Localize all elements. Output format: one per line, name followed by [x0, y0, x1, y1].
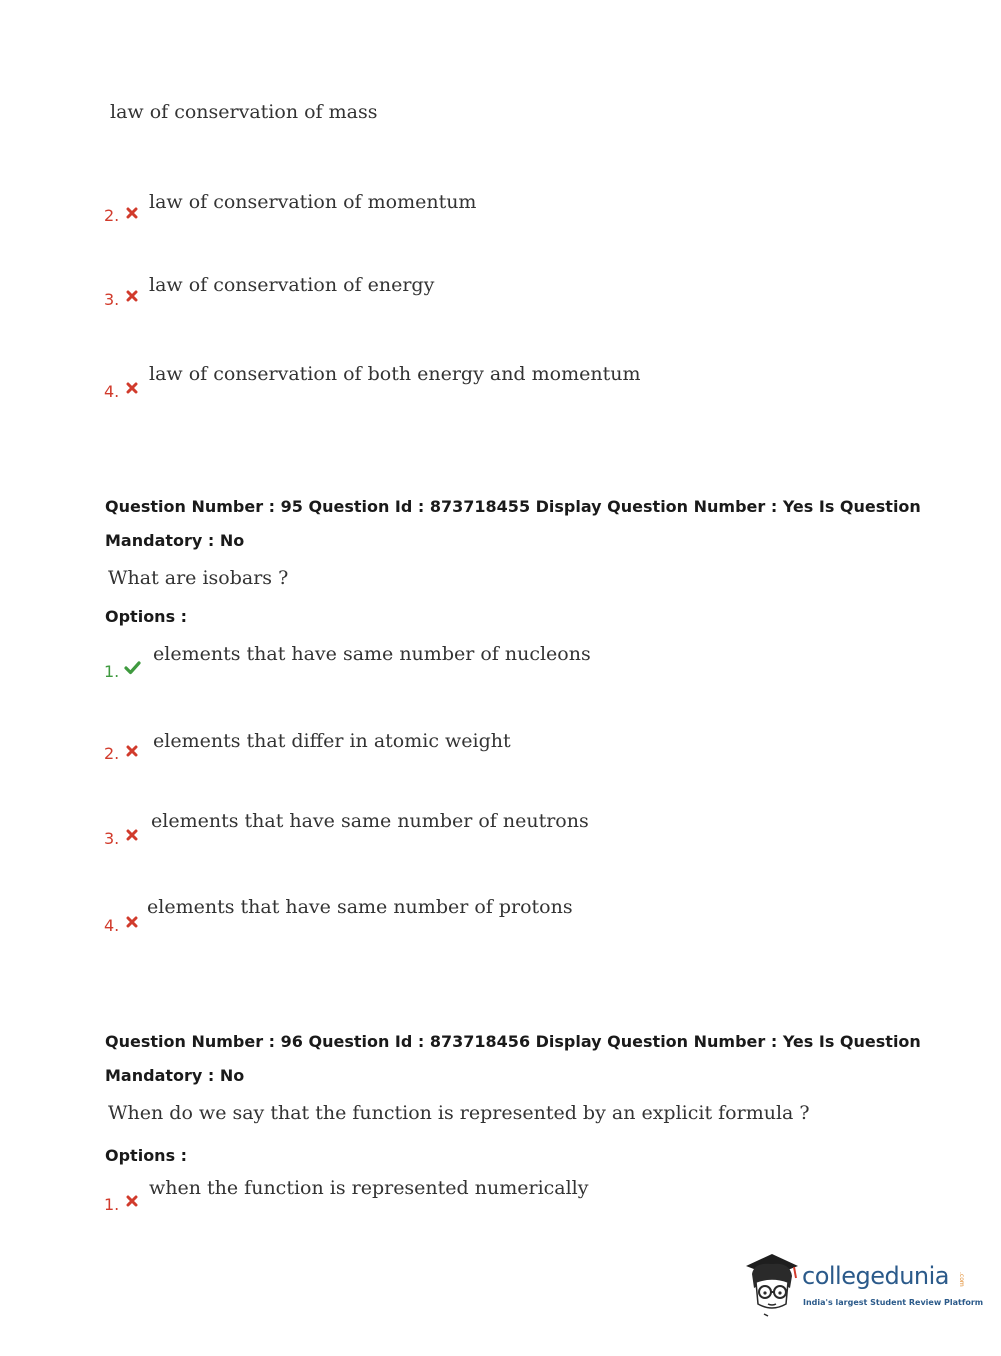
cross-icon [126, 1195, 138, 1207]
option-text: elements that have same number of nucleons [153, 643, 591, 665]
option-number: 3. [104, 290, 120, 309]
question-text: When do we say that the function is represented by an explicit formula ? [108, 1102, 810, 1124]
option-number: 4. [104, 382, 120, 401]
options-label: Options : [105, 1146, 188, 1165]
logo-com: .com [958, 1272, 965, 1287]
option-number: 3. [104, 829, 120, 848]
option-text: elements that have same number of protons [147, 896, 573, 918]
question-mandatory: Mandatory : No [105, 1066, 245, 1085]
question-mandatory: Mandatory : No [105, 531, 245, 550]
option-number: 2. [104, 744, 120, 763]
cross-icon [126, 207, 138, 219]
mascot-icon [742, 1248, 802, 1320]
option-text: elements that have same number of neutrons [151, 810, 589, 832]
option-number: 1. [104, 1195, 120, 1214]
collegedunia-logo [742, 1248, 984, 1320]
check-icon [124, 661, 141, 675]
option-text: when the function is represented numerically [149, 1177, 589, 1199]
option-text: law of conservation of mass [110, 101, 378, 123]
cross-icon [126, 290, 138, 302]
options-label: Options : [105, 607, 188, 626]
option-text: law of conservation of momentum [149, 191, 477, 213]
cross-icon [126, 829, 138, 841]
cross-icon [126, 382, 138, 394]
option-number: 4. [104, 916, 120, 935]
question-header: Question Number : 95 Question Id : 873718455 Display Question Number : Yes Is Question [105, 497, 921, 516]
question-text: What are isobars ? [108, 567, 289, 589]
cross-icon [126, 916, 138, 928]
option-text: law of conservation of energy [149, 274, 435, 296]
option-text: law of conservation of both energy and momentum [149, 363, 641, 385]
logo-tagline: India's largest Student Review Platform [803, 1298, 984, 1307]
option-text: elements that differ in atomic weight [153, 730, 511, 752]
option-number: 1. [104, 662, 120, 681]
logo-wordmark: collegedunia [802, 1262, 950, 1290]
question-header: Question Number : 96 Question Id : 873718456 Display Question Number : Yes Is Question [105, 1032, 921, 1051]
option-number: 2. [104, 206, 120, 225]
cross-icon [126, 745, 138, 757]
